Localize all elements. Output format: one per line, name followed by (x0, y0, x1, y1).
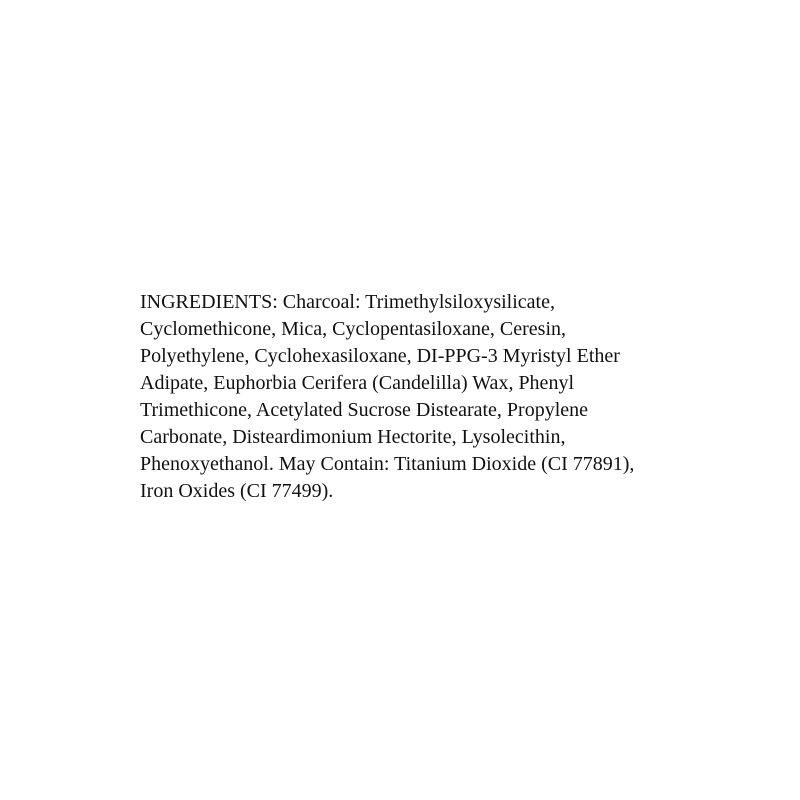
ingredients-line: Cyclomethicone, Mica, Cyclopentasiloxane, Ceresin, (140, 318, 566, 340)
ingredients-line: INGREDIENTS: Charcoal: Trimethylsiloxysilicate, (140, 291, 555, 313)
ingredients-line: Phenoxyethanol. May Contain: Titanium Dioxide (CI 77891), (140, 453, 635, 475)
ingredients-line: Trimethicone, Acetylated Sucrose Distearate, Propylene (140, 399, 589, 421)
ingredients-line: Adipate, Euphorbia Cerifera (Candelilla) Wax, Phenyl (140, 372, 574, 394)
ingredients-line: Iron Oxides (CI 77499). (140, 480, 334, 502)
ingredients-text (140, 289, 700, 505)
ingredients-line: Carbonate, Disteardimonium Hectorite, Lysolecithin, (140, 426, 566, 448)
ingredients-line: Polyethylene, Cyclohexasiloxane, DI-PPG-3 Myristyl Ether (140, 345, 620, 367)
